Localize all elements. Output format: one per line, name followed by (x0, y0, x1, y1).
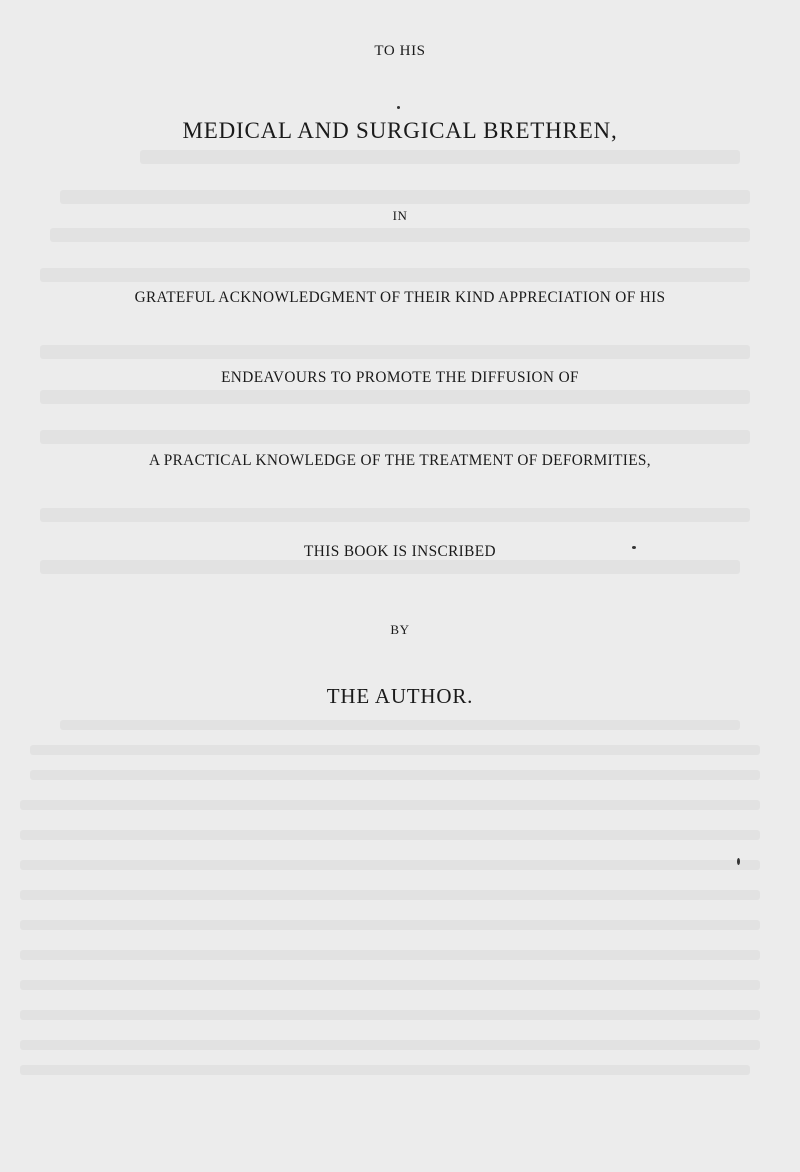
dedication-line-medical-brethren: MEDICAL AND SURGICAL BRETHREN, (182, 118, 618, 143)
dedication-line-the-author: THE AUTHOR. (326, 684, 474, 708)
dedication-line-by: BY (390, 622, 410, 637)
dedication-line-endeavours: ENDEAVOURS TO PROMOTE THE DIFFUSION OF (221, 369, 579, 386)
dedication-line-book-inscribed: THIS BOOK IS INSCRIBED (304, 543, 496, 560)
dedication-line-grateful: GRATEFUL ACKNOWLEDGMENT OF THEIR KIND APPRECIATION OF HIS (134, 289, 666, 306)
ink-speck (737, 858, 740, 865)
ink-speck (397, 106, 400, 109)
dedication-line-to-his: TO HIS (374, 43, 426, 59)
dedication-line-practical-knowledge: A PRACTICAL KNOWLEDGE OF THE TREATMENT OF DEFORMITIES, (149, 452, 651, 469)
dedication-line-in: IN (392, 208, 408, 223)
